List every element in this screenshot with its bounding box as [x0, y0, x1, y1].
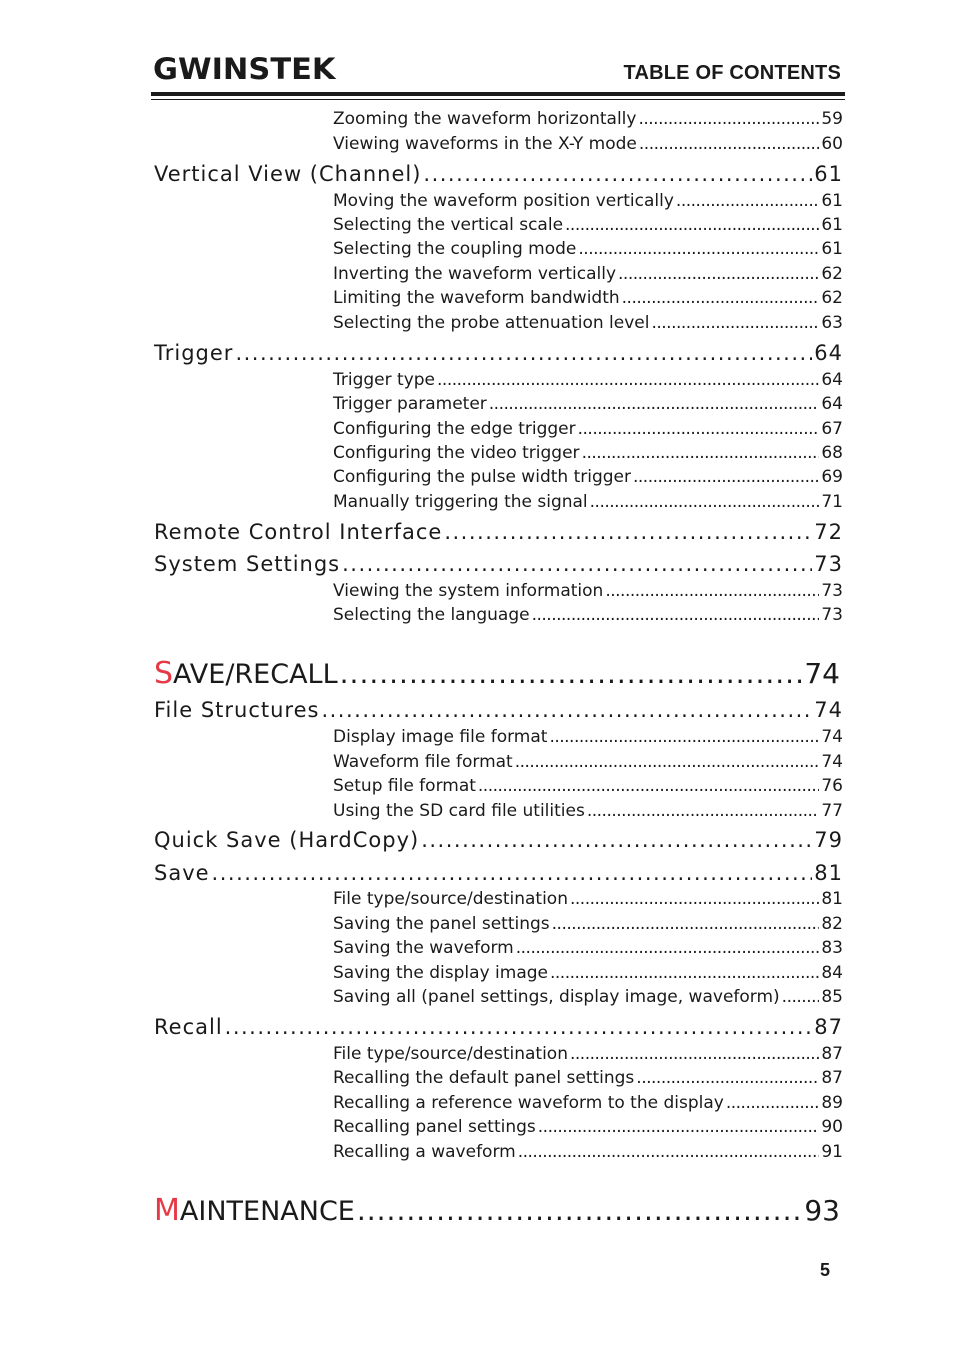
page-number: 5 — [820, 1260, 831, 1280]
dot-leader — [638, 109, 819, 129]
toc-entry[interactable] — [333, 914, 843, 934]
dot-leader — [423, 162, 812, 186]
toc-section-page: 73 — [814, 552, 843, 576]
toc-section-title: Trigger — [154, 341, 234, 365]
toc-entry-page: 61 — [821, 191, 843, 211]
toc-entry-title: Saving the panel settings — [333, 914, 550, 934]
toc-section[interactable] — [154, 828, 843, 852]
toc-entry-title: Saving all (panel settings, display image, waveform) — [333, 987, 780, 1007]
toc-entry[interactable] — [333, 1093, 843, 1113]
toc-section-title: System Settings — [154, 552, 341, 576]
toc-entry-title: Display image file format — [333, 727, 548, 747]
toc-section[interactable] — [154, 552, 843, 576]
dot-leader — [582, 443, 820, 463]
toc-entry[interactable] — [333, 776, 843, 796]
toc-section[interactable] — [154, 861, 843, 885]
toc-chapter-title — [154, 656, 338, 691]
toc-entry-page: 62 — [821, 264, 843, 284]
toc-entry-title: Viewing waveforms in the X-Y mode — [333, 134, 637, 154]
toc-entry-title: Recalling a waveform — [333, 1142, 516, 1162]
toc-chapter-title — [154, 1193, 355, 1228]
toc-entry-title: Using the SD card file utilities — [333, 801, 585, 821]
toc-entry-title: Waveform file format — [333, 752, 513, 772]
toc-entry[interactable] — [333, 419, 843, 439]
dot-leader — [570, 1044, 819, 1064]
toc-entry[interactable] — [333, 987, 843, 1007]
toc-entry[interactable] — [333, 288, 843, 308]
toc-entry-title: Manually triggering the signal — [333, 492, 588, 512]
toc-section-title: Quick Save (HardCopy) — [154, 828, 420, 852]
toc-entry-title: Trigger parameter — [333, 394, 487, 414]
toc-entry-page: 77 — [821, 801, 843, 821]
dot-leader — [578, 419, 820, 439]
dot-leader — [421, 828, 812, 852]
dot-leader — [342, 552, 812, 576]
toc-section[interactable] — [154, 162, 843, 186]
toc-entry-title: Selecting the language — [333, 605, 530, 625]
toc-entry-page: 62 — [821, 288, 843, 308]
toc-entry-page: 90 — [821, 1117, 843, 1137]
toc-entry[interactable] — [333, 394, 843, 414]
toc-entry-page: 68 — [821, 443, 843, 463]
toc-section-page: 72 — [814, 520, 843, 544]
dot-leader — [538, 1117, 820, 1137]
toc-entry[interactable] — [333, 239, 843, 259]
header-title: TABLE OF CONTENTS — [623, 62, 841, 84]
toc-entry-page: 73 — [821, 581, 843, 601]
dot-leader — [565, 215, 819, 235]
chapter-initial: S — [154, 656, 174, 691]
toc-section[interactable] — [154, 698, 843, 722]
dot-leader — [605, 581, 819, 601]
header-rule-thick — [151, 92, 845, 96]
toc-entry[interactable] — [333, 443, 843, 463]
toc-chapter-page: 93 — [804, 1194, 840, 1227]
toc-entry[interactable] — [333, 727, 843, 747]
dot-leader — [444, 520, 812, 544]
toc-entry[interactable] — [333, 134, 843, 154]
toc-entry[interactable] — [333, 801, 843, 821]
toc-chapter[interactable] — [154, 1193, 840, 1228]
toc-section-page: 74 — [814, 698, 843, 722]
toc-entry-title: File type/source/destination — [333, 1044, 568, 1064]
chapter-title-rest: AINTENANCE — [179, 1196, 355, 1227]
dot-leader — [636, 1068, 819, 1088]
chapter-initial: M — [154, 1193, 180, 1228]
dot-leader — [357, 1194, 803, 1227]
toc-section-page: 61 — [814, 162, 843, 186]
toc-entry-page: 89 — [821, 1093, 843, 1113]
dot-leader — [570, 889, 819, 909]
toc-entry-page: 84 — [821, 963, 843, 983]
toc-entry[interactable] — [333, 1142, 843, 1162]
toc-entry-title: Viewing the system information — [333, 581, 604, 601]
chapter-title-rest: AVE/RECALL — [173, 659, 338, 690]
dot-leader — [518, 1142, 820, 1162]
toc-entry-page: 81 — [821, 889, 843, 909]
dot-leader — [532, 605, 820, 625]
toc-entry-page: 87 — [821, 1068, 843, 1088]
brand-logo: GWINSTEK — [153, 52, 336, 86]
toc-entry-title: Selecting the vertical scale — [333, 215, 564, 235]
toc-section-page: 87 — [814, 1015, 843, 1039]
dot-leader — [552, 914, 820, 934]
dot-leader — [676, 191, 819, 211]
toc-section[interactable] — [154, 520, 843, 544]
toc-entry[interactable] — [333, 938, 843, 958]
toc-entry-page: 64 — [821, 394, 843, 414]
toc-entry-title: Recalling a reference waveform to the display — [333, 1093, 724, 1113]
toc-entry-page: 60 — [821, 134, 843, 154]
toc-entry[interactable] — [333, 1044, 843, 1064]
toc-entry-title: Inverting the waveform vertically — [333, 264, 617, 284]
toc-entry-page: 76 — [821, 776, 843, 796]
dot-leader — [515, 752, 820, 772]
toc-entry[interactable] — [333, 752, 843, 772]
toc-entry-title: Recalling panel settings — [333, 1117, 536, 1137]
dot-leader — [321, 698, 812, 722]
toc-entry-page: 74 — [821, 752, 843, 772]
toc-section[interactable] — [154, 1015, 843, 1039]
toc-entry[interactable] — [333, 313, 843, 333]
toc-entry-page: 61 — [821, 215, 843, 235]
dot-leader — [782, 987, 820, 1007]
toc-chapter-page: 74 — [804, 657, 840, 690]
toc-entry-title: Trigger type — [333, 370, 436, 390]
toc-section-title: File Structures — [154, 698, 320, 722]
dot-leader — [489, 394, 820, 414]
toc-entry[interactable] — [333, 264, 843, 284]
toc-entry[interactable] — [333, 109, 843, 129]
toc-entry[interactable] — [333, 370, 843, 390]
toc-entry[interactable] — [333, 492, 843, 512]
dot-leader — [622, 288, 820, 308]
header-rule-thin — [151, 99, 845, 100]
toc-entry-page: 73 — [821, 605, 843, 625]
toc-entry-page: 71 — [821, 492, 843, 512]
toc-entry-title: Saving the display image — [333, 963, 548, 983]
dot-leader — [639, 134, 819, 154]
toc-entry-title: Configuring the edge trigger — [333, 419, 576, 439]
toc-entry-page: 91 — [821, 1142, 843, 1162]
dot-leader — [590, 492, 820, 512]
toc-entry-title: Moving the waveform position vertically — [333, 191, 674, 211]
toc-entry-page: 64 — [821, 370, 843, 390]
dot-leader — [633, 467, 819, 487]
toc-entry-title: File type/source/destination — [333, 889, 568, 909]
toc-entry-page: 87 — [821, 1044, 843, 1064]
dot-leader — [516, 938, 820, 958]
toc-section-title: Remote Control Interface — [154, 520, 443, 544]
dot-leader — [618, 264, 819, 284]
toc-entry-title: Selecting the probe attenuation level — [333, 313, 650, 333]
toc-entry-page: 59 — [821, 109, 843, 129]
dot-leader — [225, 1015, 813, 1039]
toc-entry[interactable] — [333, 581, 843, 601]
toc-entry[interactable] — [333, 467, 843, 487]
dot-leader — [651, 313, 819, 333]
toc-entry-title: Configuring the video trigger — [333, 443, 580, 463]
toc-entry-title: Setup file format — [333, 776, 476, 796]
toc-entry-page: 74 — [821, 727, 843, 747]
toc-entry[interactable] — [333, 605, 843, 625]
dot-leader — [340, 657, 803, 690]
toc-entry[interactable] — [333, 191, 843, 211]
toc-entry-page: 69 — [821, 467, 843, 487]
toc-entry-title: Configuring the pulse width trigger — [333, 467, 631, 487]
dot-leader — [437, 370, 819, 390]
toc-entry-title: Saving the waveform — [333, 938, 514, 958]
toc-chapter[interactable] — [154, 656, 840, 691]
toc-entry-title: Selecting the coupling mode — [333, 239, 577, 259]
toc-entry[interactable] — [333, 889, 843, 909]
toc-entry[interactable] — [333, 215, 843, 235]
toc-entry-page: 82 — [821, 914, 843, 934]
dot-leader — [578, 239, 819, 259]
toc-entry[interactable] — [333, 1117, 843, 1137]
toc-entry-title: Limiting the waveform bandwidth — [333, 288, 620, 308]
toc-entry[interactable] — [333, 963, 843, 983]
toc-entry-page: 85 — [821, 987, 843, 1007]
toc-section-page: 64 — [814, 341, 843, 365]
toc-entry-title: Recalling the default panel settings — [333, 1068, 635, 1088]
toc-section-title: Vertical View (Channel) — [154, 162, 422, 186]
dot-leader — [549, 727, 819, 747]
dot-leader — [587, 801, 820, 821]
toc-entry[interactable] — [333, 1068, 843, 1088]
toc-section[interactable] — [154, 341, 843, 365]
toc-entry-title: Zooming the waveform horizontally — [333, 109, 637, 129]
toc-section-page: 81 — [814, 861, 843, 885]
toc-section-title: Save — [154, 861, 210, 885]
dot-leader — [550, 963, 819, 983]
toc-entry-page: 61 — [821, 239, 843, 259]
toc-entry-page: 83 — [821, 938, 843, 958]
toc-entry-page: 63 — [821, 313, 843, 333]
toc-section-title: Recall — [154, 1015, 223, 1039]
dot-leader — [212, 861, 813, 885]
toc-entry-page: 67 — [821, 419, 843, 439]
dot-leader — [478, 776, 819, 796]
dot-leader — [235, 341, 812, 365]
dot-leader — [726, 1093, 820, 1113]
toc-section-page: 79 — [814, 828, 843, 852]
